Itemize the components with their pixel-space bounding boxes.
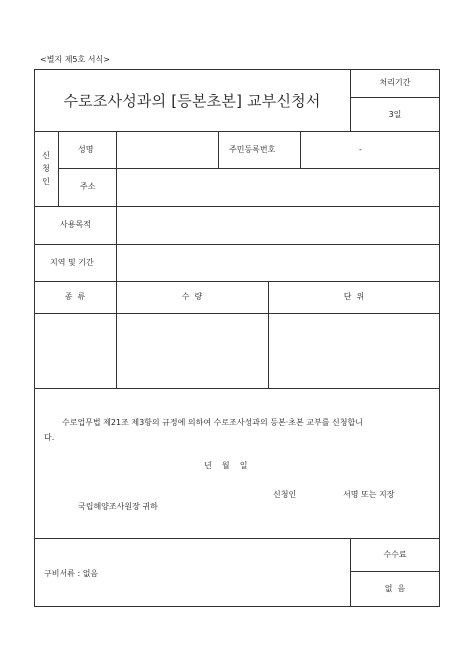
type-field[interactable] — [35, 314, 115, 387]
rrn-label: 주민등록번호 — [229, 145, 276, 154]
name-field[interactable] — [117, 132, 217, 167]
border-bottom — [34, 606, 440, 607]
rrn-field[interactable] — [301, 132, 439, 167]
address-label: 주소 — [80, 182, 96, 191]
quantity-header-cell — [116, 281, 268, 313]
border-right — [439, 69, 440, 607]
addressee: 국립해양조사원장 귀하 — [78, 502, 158, 511]
fee-value: 없 음 — [384, 584, 406, 593]
name-label: 성명 — [78, 145, 94, 154]
applicant-char: 청 — [42, 163, 50, 173]
processing-value-cell — [350, 98, 440, 131]
date-line: 년 월 일 — [204, 461, 248, 470]
applicant-char: 인 — [42, 176, 50, 186]
statement-line-1: 수로업무법 제21조 제3항의 규정에 의하여 수로조사성과의 등본·초본 교부를 신청합니 — [62, 418, 363, 427]
processing-label: 처리기간 — [379, 78, 411, 87]
row-line — [34, 388, 440, 389]
processing-value: 3일 — [388, 109, 402, 119]
fee-value-cell — [350, 572, 440, 606]
type-header: 종 류 — [64, 292, 86, 301]
title-cell — [34, 69, 350, 132]
rrn-separator: - — [359, 145, 362, 154]
address-field[interactable] — [117, 169, 439, 205]
applicant-sign-label: 신청인 — [273, 490, 297, 499]
quantity-header: 수 량 — [181, 292, 203, 301]
fee-label: 수수료 — [383, 549, 407, 559]
processing-label-cell — [350, 69, 440, 97]
purpose-label: 사용목적 — [60, 220, 91, 229]
purpose-field[interactable] — [117, 207, 439, 243]
name-divider — [218, 131, 219, 168]
form-number-label: <별지 제5호 서식> — [40, 55, 110, 64]
page-title: 수로조사성과의 [등본초본] 교부신청서 — [63, 92, 321, 110]
applicant-section-label — [34, 131, 58, 206]
applicant-char: 신 — [42, 150, 50, 160]
unit-header: 단 위 — [343, 292, 365, 301]
unit-field[interactable] — [269, 314, 439, 387]
quantity-field[interactable] — [117, 314, 267, 387]
region-period-field[interactable] — [117, 245, 439, 280]
type-header-cell — [34, 281, 116, 313]
required-documents: 구비서류 : 없음 — [44, 569, 99, 578]
fee-label-cell — [350, 538, 440, 571]
signature-placeholder: 서명 또는 지장 — [343, 490, 395, 499]
region-period-label: 지역 및 기간 — [50, 258, 94, 267]
unit-header-cell — [268, 281, 440, 313]
statement-line-2: 다. — [44, 433, 55, 442]
